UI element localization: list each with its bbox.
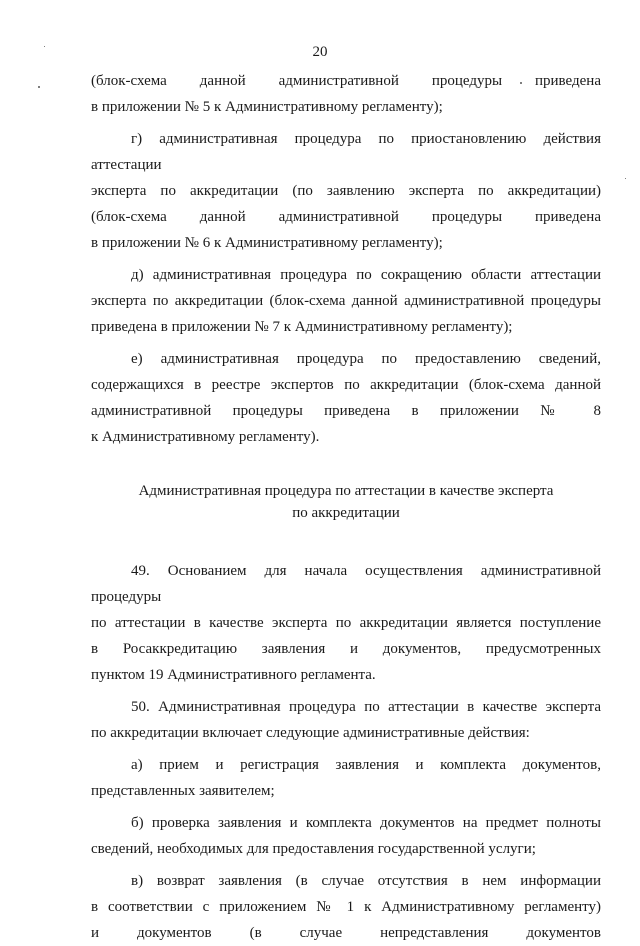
text-line: содержащихся в реестре экспертов по аккредитации (блок-схема данной <box>91 377 601 393</box>
section-heading-line: по аккредитации <box>292 505 400 521</box>
text-line: эксперта по аккредитации (блок-схема данной административной процедуры <box>91 293 601 309</box>
text-line: в Росаккредитацию заявления и документов, предусмотренных <box>91 641 601 657</box>
text-line: административной процедуры приведена в приложении № 8 <box>91 403 601 419</box>
text-line: по аттестации в качестве эксперта по аккредитации является поступление <box>91 615 601 631</box>
page-number: 20 <box>312 44 328 60</box>
paragraph-49 <box>91 558 601 688</box>
paragraph-item-e <box>91 346 601 450</box>
text-line: приведена в приложении № 7 к Административному регламенту); <box>91 319 513 335</box>
text-line: в) возврат заявления (в случае отсутствия в нем информации <box>131 873 601 889</box>
scan-speck <box>38 86 40 88</box>
section-heading-line: Административная процедура по аттестации в качестве эксперта <box>138 483 554 499</box>
paragraph-item-b <box>91 810 601 862</box>
text-line: сведений, необходимых для предоставления государственной услуги; <box>91 841 536 857</box>
paragraph-continuation <box>91 68 601 120</box>
scan-speck <box>44 46 45 47</box>
paragraph-50 <box>91 694 601 746</box>
section-heading <box>91 480 601 524</box>
paragraph-item-a <box>91 752 601 804</box>
text-line: (блок-схема данной административной процедуры приведена <box>91 209 601 225</box>
text-line: к Административному регламенту). <box>91 429 320 445</box>
text-line: б) проверка заявления и комплекта документов на предмет полноты <box>131 815 601 831</box>
text-line: и документов (в случае непредставления документов <box>91 925 601 941</box>
text-line: (блок-схема данной административной процедуры приведена <box>91 73 601 89</box>
text-line: г) административная процедура по приостановлению действия аттестации <box>91 131 601 173</box>
text-line: в приложении № 6 к Административному регламенту); <box>91 235 443 251</box>
document-body <box>91 68 601 946</box>
scan-speck <box>625 178 626 179</box>
text-line: эксперта по аккредитации (по заявлению эксперта по аккредитации) <box>91 183 601 199</box>
text-line: по аккредитации включает следующие административные действия: <box>91 725 530 741</box>
text-line: 49. Основанием для начала осуществления административной процедуры <box>91 563 601 605</box>
text-line: 50. Административная процедура по аттестации в качестве эксперта <box>131 699 601 715</box>
text-line: а) прием и регистрация заявления и комплекта документов, <box>131 757 601 773</box>
text-line: пунктом 19 Административного регламента. <box>91 667 376 683</box>
text-line: е) административная процедура по предоставлению сведений, <box>131 351 601 367</box>
text-line: в соответствии с приложением № 1 к Административному регламенту) <box>91 899 601 915</box>
paragraph-item-d <box>91 262 601 340</box>
text-line: д) административная процедура по сокращению области аттестации <box>131 267 601 283</box>
text-line: в приложении № 5 к Административному регламенту); <box>91 99 443 115</box>
text-line: представленных заявителем; <box>91 783 275 799</box>
paragraph-item-v <box>91 868 601 946</box>
paragraph-item-g <box>91 126 601 256</box>
